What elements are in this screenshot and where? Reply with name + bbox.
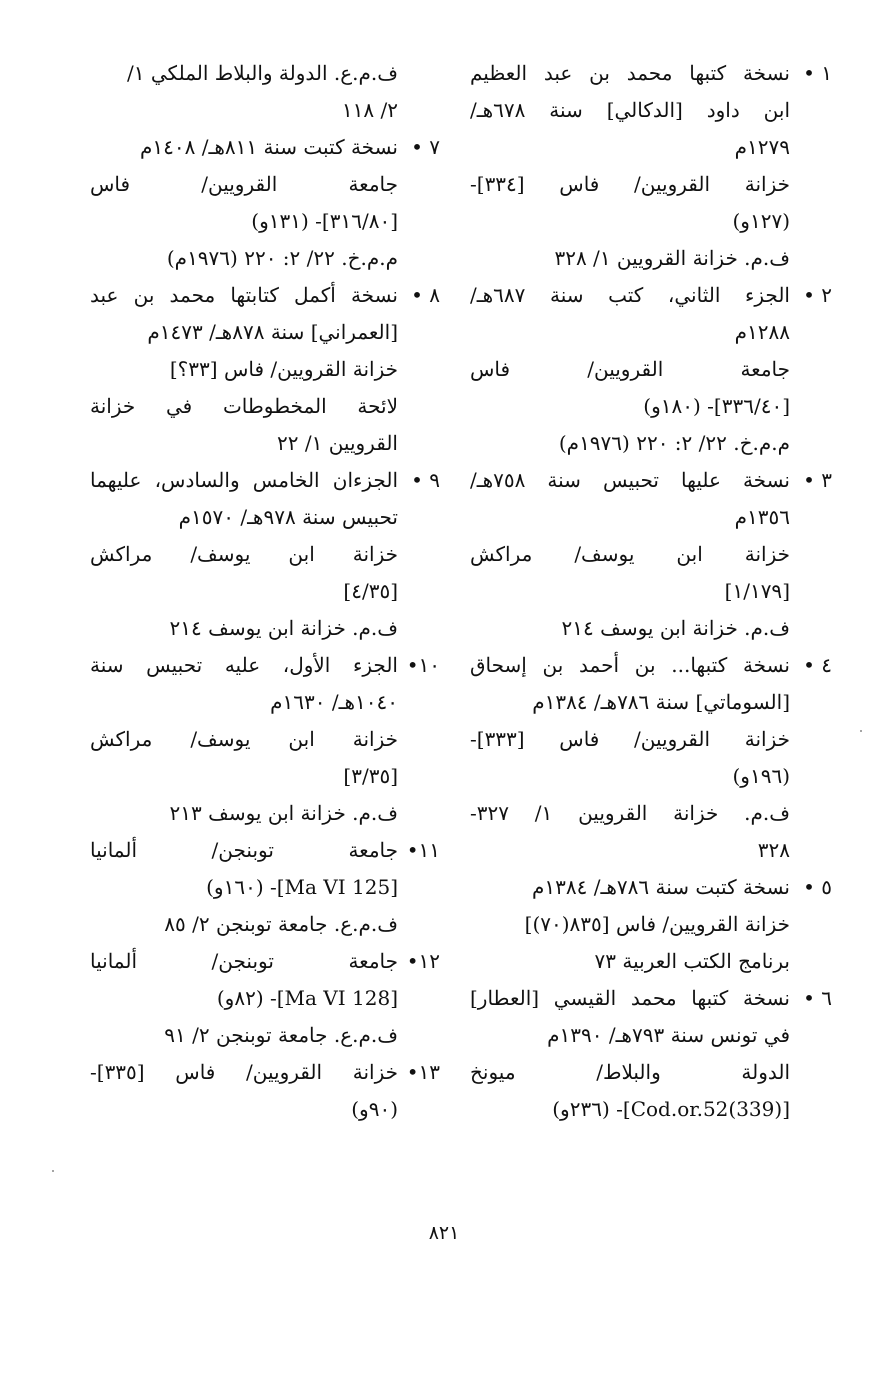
entry-6	[470, 980, 832, 1128]
entry-line: ف.م.ع. الدولة والبلاط الملكي ١/	[127, 61, 398, 85]
entry-line: الجزء الأول، عليه تحبيس سنة	[90, 653, 398, 677]
entry-line: [٣١٦/٨٠]- (١٣١و)	[251, 209, 398, 233]
entry-line: ف.م. خزانة القرويين ١/ ٣٢٧-	[470, 801, 790, 825]
entry-line: خزانة ابن يوسف/ مراكش	[470, 542, 790, 566]
entry-marker: ١ •	[803, 61, 832, 85]
entry-line: جامعة القرويين/ فاس	[90, 172, 398, 196]
entry-10	[90, 647, 440, 832]
entry-line: نسخة كتبها محمد القيسي [العطار]	[470, 986, 790, 1010]
entry-line: ٢/ ١١٨	[341, 98, 398, 122]
entry-line: ١٣٥٦م	[734, 505, 790, 529]
entry-marker: ١١•	[406, 838, 440, 862]
entry-line: نسخة كتبت سنة ٧٨٦هـ/ ١٣٨٤م	[532, 875, 790, 899]
entry-line: (١٢٧و)	[732, 209, 790, 233]
entry-line: ف.م. خزانة ابن يوسف ٢١٣	[169, 801, 398, 825]
right-column	[470, 55, 832, 1128]
entry-8	[90, 277, 440, 462]
entry-line: ١٢٧٩م	[734, 135, 790, 159]
entry-line: ف.م. خزانة ابن يوسف ٢١٤	[169, 616, 398, 640]
entry-line: ١٠٤٠هـ/ ١٦٣٠م	[270, 690, 398, 714]
entry-line: نسخة كتبها محمد بن عبد العظيم	[470, 61, 790, 85]
entry-line: ف.م.ع. جامعة توبنجن ٢/ ٩١	[164, 1023, 398, 1047]
entry-marker: ١٣•	[406, 1060, 440, 1084]
entry-line: خزانة القرويين/ فاس [٣٣٤]-	[470, 172, 790, 196]
entry-marker: ٢ •	[803, 283, 832, 307]
entry-line: [٣٣٦/٤٠]- (١٨٠و)	[643, 394, 790, 418]
entry-7	[90, 129, 440, 277]
entry-line: [١/١٧٩]	[724, 579, 790, 603]
entry-line: (٩٠و)	[351, 1097, 398, 1121]
entry-line: (١٩٦و)	[732, 764, 790, 788]
entry-line: جامعة القرويين/ فاس	[470, 357, 790, 381]
entry-line: نسخة أكمل كتابتها محمد بن عبد	[90, 283, 398, 307]
entry-11	[90, 832, 440, 943]
entry-marker: ٦ •	[803, 986, 832, 1010]
entry-line: [السوماتي] سنة ٧٨٦هـ/ ١٣٨٤م	[532, 690, 790, 714]
entry-line: م.م.خ. ٢٢/ ٢: ٢٢٠ (١٩٧٦م)	[166, 246, 398, 270]
entry-line: خزانة ابن يوسف/ مراكش	[90, 542, 398, 566]
entry-line: ف.م.ع. جامعة توبنجن ٢/ ٨٥	[164, 912, 398, 936]
entry-line: [٤/٣٥]	[343, 579, 398, 603]
entry-line: ف.م. خزانة القرويين ١/ ٣٢٨	[554, 246, 790, 270]
entry-marker: ٩ •	[411, 468, 440, 492]
entry-line: جامعة توبنجن/ ألمانيا	[90, 838, 398, 862]
continuation-block	[90, 55, 440, 129]
entry-line: خزانة القرويين/ فاس [٣٣؟]	[169, 357, 398, 381]
left-column	[90, 55, 440, 1128]
entry-marker: ٤ •	[803, 653, 832, 677]
entry-line: م.م.خ. ٢٢/ ٢: ٢٢٠ (١٩٧٦م)	[558, 431, 790, 455]
entry-marker: ٣ •	[803, 468, 832, 492]
entry-marker: ٥ •	[803, 875, 832, 899]
entry-line: نسخة كتبها... بن أحمد بن إسحاق	[470, 653, 790, 677]
entry-line: الدولة والبلاط/ ميونخ	[470, 1060, 790, 1084]
entry-line: برنامج الكتب العربية ٧٣	[594, 949, 790, 973]
scan-speck	[52, 1170, 54, 1172]
entry-5	[470, 869, 832, 980]
entry-line: الجزءان الخامس والسادس، عليهما	[90, 468, 398, 492]
entry-line: ف.م. خزانة ابن يوسف ٢١٤	[561, 616, 790, 640]
entry-4	[470, 647, 832, 869]
entry-line: القرويين ١/ ٢٢	[277, 431, 398, 455]
entry-line: ابن داود [الدكالي] سنة ٦٧٨هـ/	[470, 98, 790, 122]
entry-1	[470, 55, 832, 277]
entry-13	[90, 1054, 440, 1128]
entry-line: خزانة القرويين/ فاس [٣٣٥]-	[90, 1060, 398, 1084]
entry-line: ١٢٨٨م	[734, 320, 790, 344]
entry-marker: ١٢•	[406, 949, 440, 973]
entry-marker: ٧ •	[411, 135, 440, 159]
entry-line: نسخة عليها تحبيس سنة ٧٥٨هـ/	[470, 468, 790, 492]
entry-line: لائحة المخطوطات في خزانة	[90, 394, 398, 418]
entry-line: في تونس سنة ٧٩٣هـ/ ١٣٩٠م	[547, 1023, 790, 1047]
entry-line: [Cod.or.52(339)]- (٢٣٦و)	[552, 1097, 790, 1121]
scan-speck	[860, 730, 862, 732]
entry-12	[90, 943, 440, 1054]
entry-9	[90, 462, 440, 647]
entry-line: خزانة القرويين/ فاس [٨٣٥(٧٠)]	[524, 912, 790, 936]
entry-marker: ٨ •	[411, 283, 440, 307]
entry-line: [Ma VI 125]- (١٦٠و)	[206, 875, 398, 899]
entry-2	[470, 277, 832, 462]
page-number: ٨٢١	[428, 1222, 460, 1244]
entry-line: الجزء الثاني، كتب سنة ٦٨٧هـ/	[470, 283, 790, 307]
entry-line: خزانة ابن يوسف/ مراكش	[90, 727, 398, 751]
entry-line: جامعة توبنجن/ ألمانيا	[90, 949, 398, 973]
entry-marker: ١٠•	[406, 653, 440, 677]
entry-line: [العمراني] سنة ٨٧٨هـ/ ١٤٧٣م	[147, 320, 398, 344]
entry-line: [Ma VI 128]- (٨٢و)	[216, 986, 398, 1010]
entry-line: خزانة القرويين/ فاس [٣٣٣]-	[470, 727, 790, 751]
entry-line: تحبيس سنة ٩٧٨هـ/ ١٥٧٠م	[178, 505, 398, 529]
entry-line: نسخة كتبت سنة ٨١١هـ/ ١٤٠٨م	[140, 135, 398, 159]
entry-line: [٣/٣٥]	[343, 764, 398, 788]
entry-line: ٣٢٨	[757, 838, 790, 862]
entry-3	[470, 462, 832, 647]
